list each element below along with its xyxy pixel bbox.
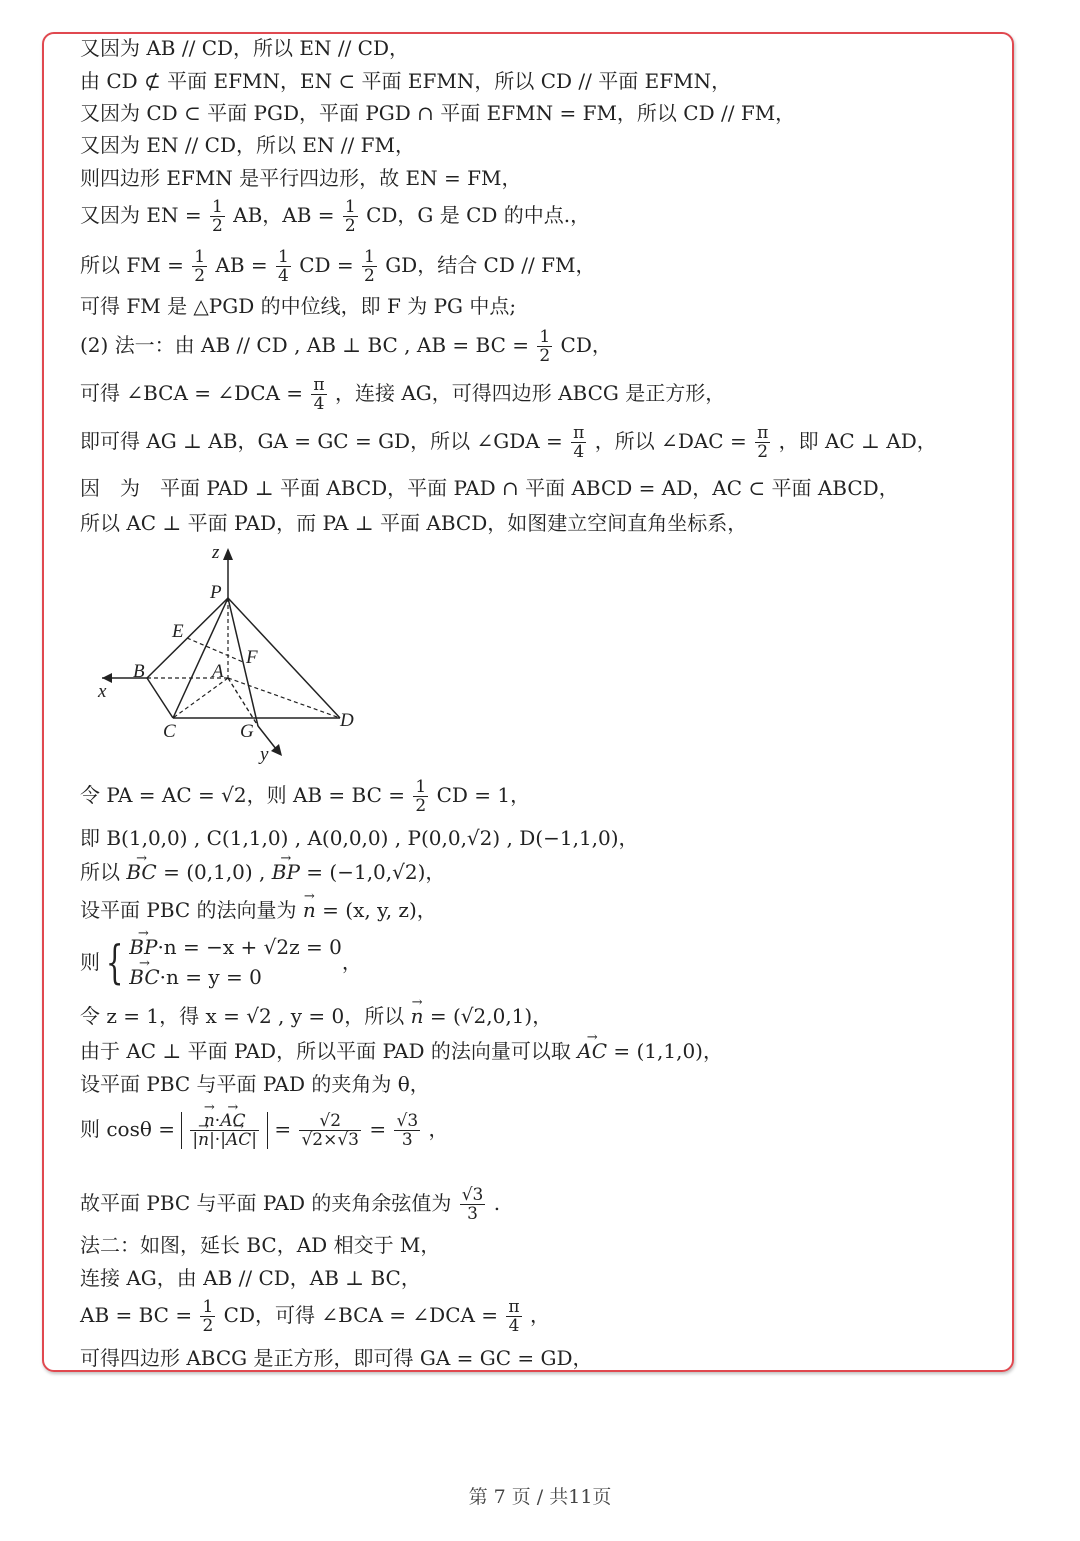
text-line: 所以 → BC = (0,1,0) , → BP = (−1,0,√2)， (80, 860, 445, 884)
fraction: $\frac{1}{2}$ (202, 1297, 214, 1336)
text-line: 设平面 PBC 与平面 PAD 的夹角为 θ， (80, 1072, 430, 1096)
label-E: E (172, 621, 184, 642)
equation-system: 则 { → BP·n = −x + √2z = 0 → BC·n = y = 0 ， (80, 932, 362, 992)
cosine-formula: 则 cosθ = → $\frac{n\cdot\to AC}{|\to n|\cdot|\to AC|}$ = $\frac{√2}{√2\times√3}$ = $\frac{√3}{3}$ ， (80, 1112, 449, 1149)
text-line: 因 为 平面 PAD ⊥ 平面 ABCD，平面 PAD ∩ 平面 ABCD = AD，AC ⊂ 平面 ABCD， (80, 476, 899, 500)
edge-PD (228, 598, 340, 718)
label-y: y (260, 744, 269, 765)
label-B: B (133, 661, 145, 682)
pyramid-figure (90, 540, 380, 770)
text-line: 可得四边形 ABCG 是正方形，即可得 GA = GC = GD， (80, 1346, 593, 1370)
fraction: $\frac{1}{2}$ (344, 197, 356, 236)
fraction: $\frac{\pi}{4}$ (313, 375, 325, 414)
fraction: $\frac{\pi}{4}$ (508, 1297, 520, 1336)
fraction: $\frac{\pi}{2}$ (757, 423, 769, 462)
text-line: AB = BC = $\frac{1}{2}$ CD，可得 ∠BCA = ∠DCA = $\frac{\pi}{4}$ ， (80, 1297, 550, 1336)
fraction: $\frac{√3}{3}$ (396, 1111, 419, 1150)
label-C: C (163, 721, 176, 742)
text-line: 可得 ∠BCA = ∠DCA = $\frac{\pi}{4}$ ，连接 AG，可得四边形 ABCG 是正方形， (80, 375, 726, 414)
label-z: z (212, 542, 220, 563)
fraction: $\frac{1}{2}$ (194, 247, 206, 286)
fraction: $\frac{\pi}{4}$ (573, 423, 585, 462)
text-line: 即 B(1,0,0) , C(1,1,0) , A(0,0,0) , P(0,0,√2) , D(−1,1,0)， (80, 826, 639, 850)
fraction: $\frac{√2}{√2\times√3}$ (301, 1111, 359, 1150)
label-D: D (340, 710, 354, 731)
absolute-value (181, 1112, 268, 1149)
text-line: 又因为 EN // CD，所以 EN // FM， (80, 133, 415, 157)
text-line: 设平面 PBC 的法向量为 → n = (x, y, z)， (80, 898, 437, 922)
segment-EF (187, 638, 243, 662)
label-P: P (210, 582, 222, 603)
fraction: $\frac{1}{2}$ (415, 777, 427, 816)
text-line: 则四边形 EFMN 是平行四边形，故 EN = FM， (80, 166, 522, 190)
text-line: 连接 AG，由 AB // CD，AB ⊥ BC， (80, 1266, 421, 1290)
label-x: x (98, 681, 107, 702)
text-line: 令 PA = AC = √2，则 AB = BC = $\frac{1}{2}$ CD = 1， (80, 777, 531, 816)
fraction: $\frac{√3}{3}$ (461, 1185, 484, 1224)
edge-BC (147, 678, 173, 718)
axis-y-hidden (228, 678, 258, 726)
text-line: 可得 FM 是 △PGD 的中位线，即 F 为 PG 中点; (80, 294, 517, 318)
edge-AC (173, 678, 228, 718)
label-G: G (240, 721, 254, 742)
z-arrow (223, 548, 233, 560)
text-line: 令 z = 1，得 x = √2 , y = 0，所以 → n = (√2,0,1)， (80, 1004, 552, 1028)
fraction: $\frac{1}{2}$ (539, 327, 551, 366)
text-line: 法二：如图，延长 BC，AD 相交于 M， (80, 1233, 441, 1257)
fraction: $\frac{1}{4}$ (278, 247, 289, 286)
text-line: 故平面 PBC 与平面 PAD 的夹角余弦值为 $\frac{√3}{3}$ . (80, 1185, 501, 1224)
text-line: 所以 AC ⊥ 平面 PAD，而 PA ⊥ 平面 ABCD，如图建立空间直角坐标系， (80, 511, 748, 535)
edge-AD (228, 678, 340, 718)
text-line: (2) 法一：由 AB // CD , AB ⊥ BC , AB = BC = $\frac{1}{2}$ CD， (80, 327, 612, 366)
text-line: 即可得 AG ⊥ AB，GA = GC = GD，所以 ∠GDA = $\frac{\pi}{4}$ ，所以 ∠DAC = $\frac{\pi}{2}$ ，即 AC ⊥ AD， (80, 423, 937, 462)
fraction: $\frac{1}{2}$ (364, 247, 375, 286)
page-footer: 第 7 页 / 共11页 (468, 1486, 612, 1508)
text-line: 又因为 CD ⊂ 平面 PGD，平面 PGD ∩ 平面 EFMN = FM，所以 CD // FM， (80, 101, 796, 125)
label-F: F (246, 647, 258, 668)
fraction: → $\frac{n\cdot\to AC}{|\to n|\cdot|\to AC|}$ (190, 1112, 259, 1149)
label-A: A (212, 661, 224, 682)
text-line: 所以 FM = $\frac{1}{2}$ AB = $\frac{1}{4}$ CD = $\frac{1}{2}$ GD，结合 CD // FM， (80, 247, 596, 286)
text-line: 又因为 AB // CD，所以 EN // CD， (80, 36, 410, 60)
text-line: 又因为 EN = $\frac{1}{2}$ AB，AB = $\frac{1}{2}$ CD，G 是 CD 的中点.， (80, 197, 591, 236)
edge-PC (173, 598, 228, 718)
text-line: 由于 AC ⊥ 平面 PAD，所以平面 PAD 的法向量可以取 → AC = (1,1,0)， (80, 1039, 723, 1063)
fraction: $\frac{1}{2}$ (211, 197, 223, 236)
text-line: 由 CD ⊄ 平面 EFMN，EN ⊂ 平面 EFMN，所以 CD // 平面 EFMN， (80, 69, 732, 93)
